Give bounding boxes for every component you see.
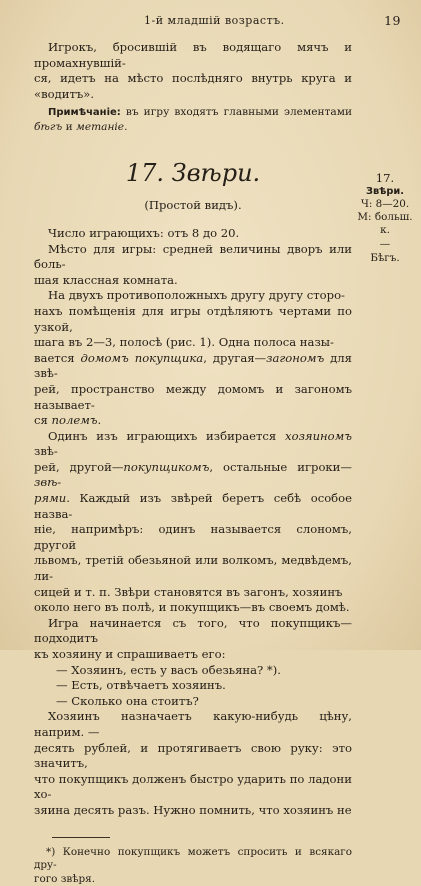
margin-place: М: больш. к. xyxy=(357,211,413,236)
p4-line-a: Хозяинъ назначаетъ какую-нибудь цѣну, наприм. — xyxy=(34,709,352,739)
margin-note xyxy=(352,172,418,265)
p1-line-c: шага въ 2—3, полосѣ (рис. 1). Одна полоса назы- xyxy=(34,335,334,350)
p1-line-b: нахъ помѣщенія для игры отдѣляютъ чертами по узкой, xyxy=(34,303,352,334)
game-title: 17. Звѣри. xyxy=(125,159,261,188)
intro-line-1: Игрокъ, бросившій въ водящаго мячъ и промахнувшій- xyxy=(34,40,352,70)
p4-line-c: что покупщикъ долженъ быстро ударить по ладони хо- xyxy=(34,771,352,802)
p4-line-b: десять рублей, и протягиваетъ свою руку: это значитъ, xyxy=(34,740,352,771)
place-line: Мѣсто для игры: средней величины дворъ или боль- xyxy=(34,241,352,272)
margin-dash: — xyxy=(379,238,391,250)
intro-line-2: ся, идетъ на мѣсто послѣдняго внутрь круга и «водитъ». xyxy=(34,71,352,101)
players-line: Число играющихъ: отъ 8 до 20. xyxy=(48,225,240,240)
footnote-divider xyxy=(52,837,110,838)
place-line-2: шая классная комната. xyxy=(34,272,178,287)
note-label: Примѣчаніе: xyxy=(48,107,121,119)
p2-line-b: рей, другой—покупщикомъ, остальные игроки—звѣ- xyxy=(34,459,352,490)
margin-number: 17. xyxy=(375,171,395,185)
dialogue-line-3: — Сколько она стоитъ? xyxy=(56,693,199,708)
p1-line-a: На двухъ противоположныхъ другу другу сторо- xyxy=(48,288,345,303)
p2-line-e: львомъ, третій обезьяной или волкомъ, медвѣдемъ, ли- xyxy=(34,553,352,584)
page-number: 19 xyxy=(384,13,401,28)
dialogue-line-1: — Хозяинъ, есть у васъ обезьяна? *). xyxy=(56,662,281,677)
p4-line-d: зяина десять разъ. Нужно помнить, что хозяинъ не xyxy=(34,802,352,817)
p2-line-g: около него въ полѣ, и покупщикъ—въ своемъ домѣ. xyxy=(34,600,350,615)
margin-name: Звѣри. xyxy=(366,186,404,197)
margin-activity: Бѣгъ. xyxy=(370,252,400,264)
running-title: 1-й младшій возрастъ. xyxy=(144,14,285,27)
p1-line-f: ся полемъ. xyxy=(34,413,102,428)
p2-line-d: ніе, напримѣръ: одинъ называется слономъ, другой xyxy=(34,522,352,552)
p1-line-e: рей, пространство между домомъ и загономъ называет- xyxy=(34,381,352,412)
p3-line-b: къ хозяину и спрашиваетъ его: xyxy=(34,647,226,661)
footnote-line-b: гого звѣря. xyxy=(34,872,95,885)
p2-line-c: рями. Каждый изъ звѣрей беретъ себѣ особое назва- xyxy=(34,491,352,521)
note-paragraph: Примѣчаніе: въ игру входятъ главными элементами бѣгъ и метаніе. xyxy=(34,106,352,134)
margin-players: Ч: 8—20. xyxy=(360,198,410,210)
main-text-column xyxy=(34,40,352,886)
page-header xyxy=(34,14,401,28)
p3-line-a: Игра начинается съ того, что покупщикъ—подходитъ xyxy=(34,615,352,646)
p2-line-f: сицей и т. п. Звѣри становятся въ загонъ, хозяинъ xyxy=(34,584,343,599)
p1-line-d: вается домомъ покупщика, другая—загономъ для звѣ- xyxy=(34,350,352,381)
dialogue-line-2: — Есть, отвѣчаетъ хозяинъ. xyxy=(56,678,226,693)
game-subtitle: (Простой видъ). xyxy=(144,198,242,213)
p2-line-a: Одинъ изъ играющихъ избирается хозяиномъ звѣ- xyxy=(34,428,352,459)
footnote-line-a: *) Конечно покупщикъ можетъ спросить и всякаго дру- xyxy=(34,845,352,872)
